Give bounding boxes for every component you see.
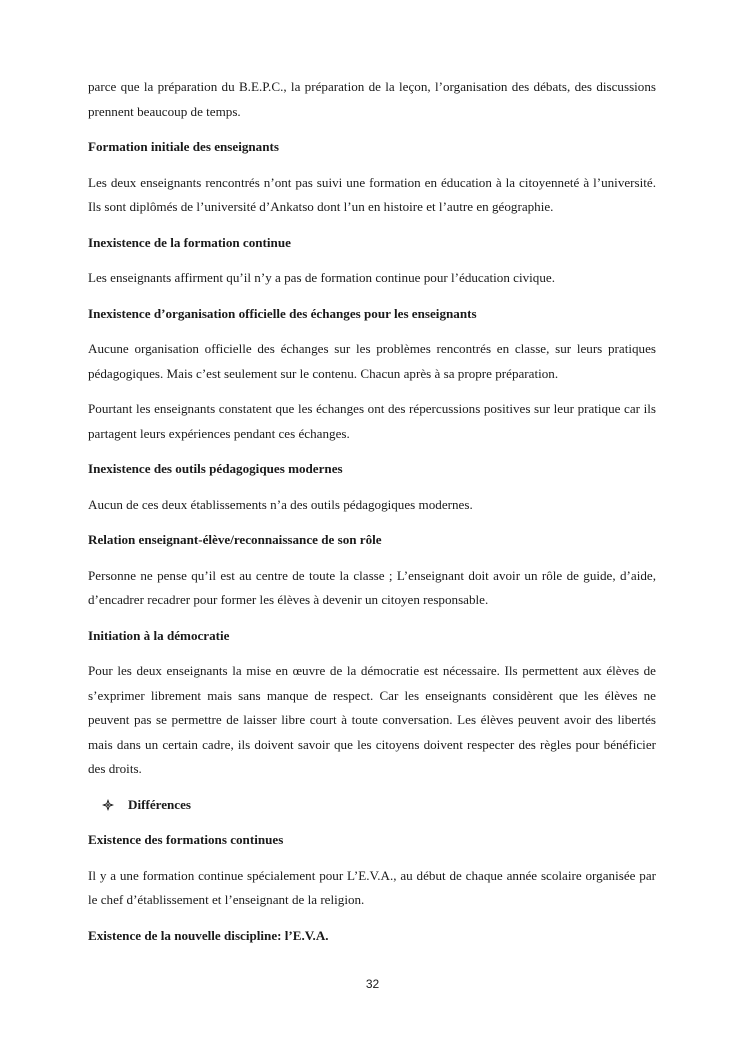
heading-formations-continues: Existence des formations continues (88, 832, 284, 847)
heading-formation-continue: Inexistence de la formation continue (88, 234, 291, 250)
paragraph-relation-enseignant-eleve: Personne ne pense qu’il est au centre de toute la classe ; L’enseignant doit avoir un rôle de guide, d’aide, d’encadrer recadrer pour former les élèves à devenir un citoyen responsable. (88, 567, 656, 607)
paragraph-organisation-echanges: Aucune organisation officielle des échanges sur les problèmes rencontrés en classe, sur leurs pratiques pédagogiques. Mais c’est seulement sur le contenu. Chacun après à sa propre préparation. (88, 341, 656, 381)
heading-outils-pedagogiques: Inexistence des outils pédagogiques modernes (88, 461, 343, 476)
paragraph-formation-continue: Les enseignants affirment qu’il n’y a pas de formation continue pour l’éducation civique. (88, 270, 555, 285)
paragraph-repercussions: Pourtant les enseignants constatent que les échanges ont des répercussions positives sur leur pratique car ils partagent leurs expériences pendant ces échanges. (88, 401, 656, 441)
document-page (88, 75, 656, 959)
page-number: 32 (365, 977, 380, 991)
heading-organisation-echanges: Inexistence d’organisation officielle des échanges pour les enseignants (88, 305, 477, 321)
paragraph-bepc: parce que la préparation du B.E.P.C., la préparation de la leçon, l’organisation des débats, des discussions prennent beaucoup de temps. (88, 79, 656, 119)
heading-formation-initiale: Formation initiale des enseignants (88, 139, 279, 154)
bullet-heading-label: Différences (128, 796, 192, 812)
diamond-bullet-icon (102, 799, 114, 811)
heading-nouvelle-discipline: Existence de la nouvelle discipline: l’E.V.A. (88, 927, 329, 943)
bullet-heading-differences (88, 793, 656, 818)
paragraph-initiation-democratie: Pour les deux enseignants la mise en œuvre de la démocratie est nécessaire. Ils permettent aux élèves de s’exprimer librement mais sans manque de respect. Car les enseignants considèrent que les élèves ne peuvent pas se permettre de laisser libre court à toute conversation. Les élèves peuvent avoir des libertés mais dans un certain cadre, ils doivent savoir que les citoyens doivent respecter des règles pour bénéficier des droits. (88, 663, 656, 776)
paragraph-formation-initiale: Les deux enseignants rencontrés n’ont pas suivi une formation en éducation à la citoyenneté à l’université. Ils sont diplômés de l’université d’Ankatso dont l’un en histoire et l’autre en géographie. (88, 174, 656, 214)
heading-relation-enseignant-eleve: Relation enseignant-élève/reconnaissance de son rôle (88, 532, 382, 547)
paragraph-formations-continues: Il y a une formation continue spécialement pour L’E.V.A., au début de chaque année scolaire organisée par le chef d’établissement et l’enseignant de la religion. (88, 867, 656, 907)
heading-initiation-democratie: Initiation à la démocratie (88, 627, 230, 643)
paragraph-outils-pedagogiques: Aucun de ces deux établissements n’a des outils pédagogiques modernes. (88, 496, 473, 512)
